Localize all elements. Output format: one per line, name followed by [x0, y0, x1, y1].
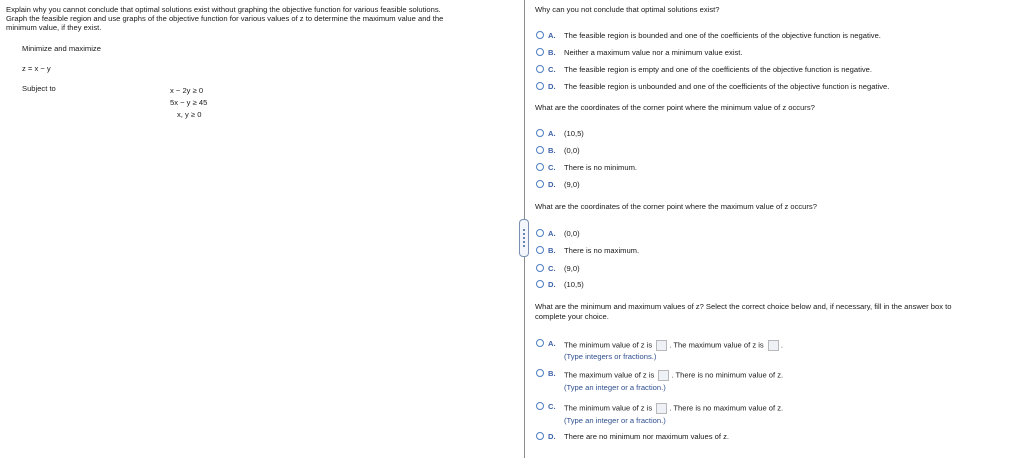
option-text: (10,5): [564, 129, 584, 138]
option-letter: A.: [548, 129, 556, 138]
radio-button[interactable]: [536, 65, 544, 73]
option-letter: C.: [548, 264, 556, 273]
radio-button[interactable]: [536, 31, 544, 39]
option-letter: A.: [548, 229, 556, 238]
option-letter: A.: [548, 339, 556, 348]
radio-button[interactable]: [536, 48, 544, 56]
option-letter: B.: [548, 146, 556, 155]
radio-button[interactable]: [536, 129, 544, 137]
input-hint: (Type an integer or a fraction.): [564, 383, 666, 392]
option-text: There is no minimum.: [564, 163, 638, 172]
option-text-part: The maximum value of z is: [564, 370, 655, 380]
question-1-prompt: Why can you not conclude that optimal solutions exist?: [535, 5, 720, 14]
question-2-prompt: What are the coordinates of the corner point where the minimum value of z occurs?: [535, 103, 815, 112]
instruction-line-1: Explain why you cannot conclude that optimal solutions exist without graphing the objective function for various feasible solutions.: [6, 5, 441, 14]
instruction-line-3: minimum value, if they exist.: [6, 23, 102, 32]
option-text: (9,0): [564, 264, 580, 273]
option-letter: D.: [548, 432, 556, 441]
min-answer-box[interactable]: [656, 340, 667, 351]
max-answer-box[interactable]: [658, 370, 669, 381]
objective-function: z = x − y: [22, 64, 51, 73]
radio-button[interactable]: [536, 180, 544, 188]
constraint-3: x, y ≥ 0: [177, 110, 202, 119]
question-4-prompt-line-2: complete your choice.: [535, 312, 609, 321]
option-text-part: . There is no minimum value of z.: [671, 370, 784, 380]
option-letter: B.: [548, 246, 556, 255]
option-text-part: . There is no maximum value of z.: [669, 403, 784, 413]
option-text-part: . The maximum value of z is: [669, 340, 764, 350]
constraint-2: 5x − y ≥ 45: [170, 98, 208, 107]
radio-button[interactable]: [536, 163, 544, 171]
questions-panel: [525, 0, 1024, 458]
option-text: [564, 403, 783, 414]
option-letter: C.: [548, 163, 556, 172]
option-letter: D.: [548, 82, 556, 91]
task-label: Minimize and maximize: [22, 44, 101, 53]
instruction-line-2: Graph the feasible region and use graphs of the objective function for various values of z to determine the maximum value and the: [6, 14, 444, 23]
option-text: The feasible region is unbounded and one of the coefficients of the objective function is negative.: [564, 82, 890, 91]
option-text: (9,0): [564, 180, 580, 189]
subject-to-label: Subject to: [22, 84, 56, 93]
option-letter: D.: [548, 180, 556, 189]
question-4-prompt-line-1: What are the minimum and maximum values of z? Select the correct choice below and, if necessary, fill in the answer box to: [535, 302, 952, 311]
option-text: [564, 370, 783, 381]
radio-button[interactable]: [536, 280, 544, 288]
input-hint: (Type integers or fractions.): [564, 352, 657, 361]
radio-button[interactable]: [536, 82, 544, 90]
option-letter: D.: [548, 280, 556, 289]
option-text: The feasible region is bounded and one of the coefficients of the objective function is negative.: [564, 31, 881, 40]
radio-button[interactable]: [536, 146, 544, 154]
radio-button[interactable]: [536, 339, 544, 347]
radio-button[interactable]: [536, 264, 544, 272]
radio-button[interactable]: [536, 369, 544, 377]
option-text: There is no maximum.: [564, 246, 640, 255]
min-answer-box[interactable]: [656, 403, 667, 414]
constraint-1: x − 2y ≥ 0: [170, 86, 204, 95]
option-letter: C.: [548, 65, 556, 74]
option-text-part: The minimum value of z is: [564, 340, 653, 350]
input-hint: (Type an integer or a fraction.): [564, 416, 666, 425]
option-text: [564, 340, 783, 351]
option-text: The feasible region is empty and one of the coefficients of the objective function is negative.: [564, 65, 873, 74]
option-letter: B.: [548, 48, 556, 57]
max-answer-box[interactable]: [768, 340, 779, 351]
option-letter: A.: [548, 31, 556, 40]
option-text: (10,5): [564, 280, 584, 289]
question-3-prompt: What are the coordinates of the corner point where the maximum value of z occurs?: [535, 202, 817, 211]
option-letter: B.: [548, 369, 556, 378]
option-text-part: The minimum value of z is: [564, 403, 653, 413]
radio-button[interactable]: [536, 432, 544, 440]
option-text: (0,0): [564, 229, 580, 238]
option-text-part: .: [780, 340, 783, 350]
radio-button[interactable]: [536, 246, 544, 254]
option-text: (0,0): [564, 146, 580, 155]
radio-button[interactable]: [536, 229, 544, 237]
option-letter: C.: [548, 402, 556, 411]
option-text: Neither a maximum value nor a minimum value exist.: [564, 48, 743, 57]
option-text: There are no minimum nor maximum values of z.: [564, 432, 730, 441]
radio-button[interactable]: [536, 402, 544, 410]
